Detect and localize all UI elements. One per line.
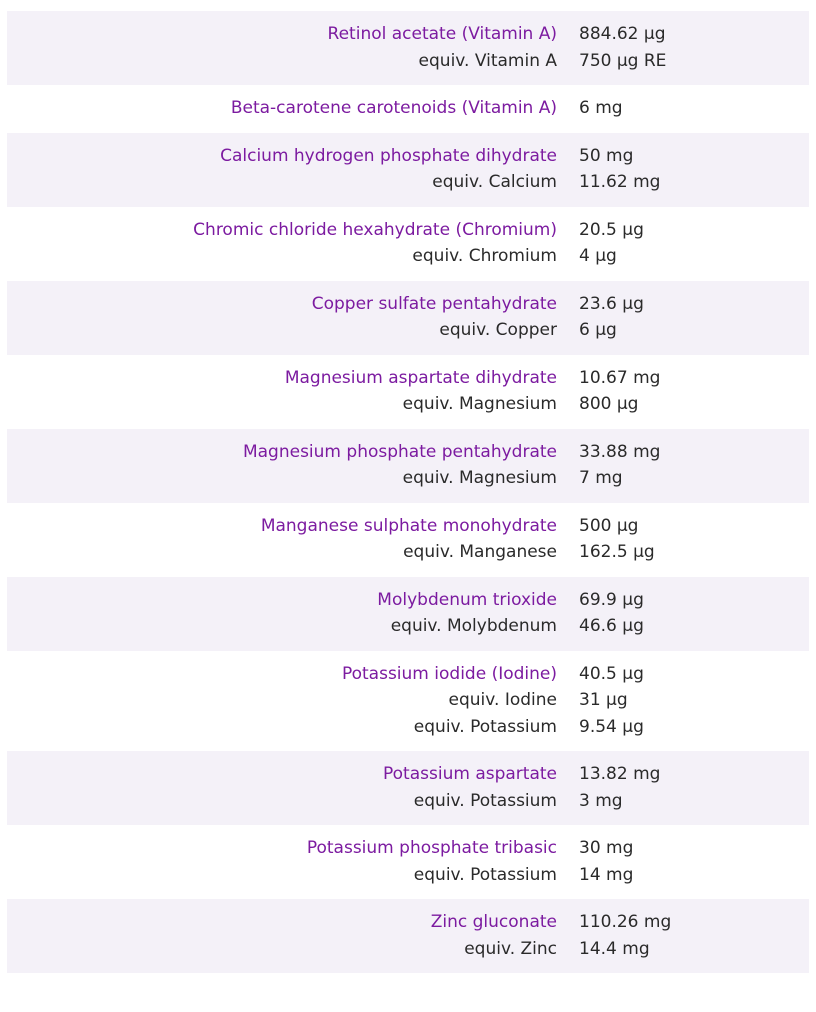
ingredient-row (7, 751, 809, 825)
ingredient-line (7, 661, 809, 688)
equivalent-amount: 31 µg (579, 690, 628, 710)
equivalent-amount: 6 µg (579, 320, 617, 340)
ingredient-amount: 40.5 µg (579, 663, 644, 684)
ingredient-row (7, 577, 809, 651)
ingredient-amount: 6 mg (579, 98, 623, 118)
ingredient-name: Magnesium phosphate pentahydrate (242, 441, 557, 462)
ingredient-name: Potassium aspartate (383, 764, 557, 784)
equivalent-amount: 14 mg (579, 864, 634, 885)
ingredient-amount: 50 mg (579, 145, 634, 166)
equivalent-label: equiv. Iodine (448, 690, 557, 710)
equivalent-line (7, 48, 809, 75)
ingredient-line (7, 291, 809, 318)
ingredient-name: Molybdenum trioxide (377, 589, 557, 610)
equivalent-line (7, 714, 809, 741)
equivalent-line (7, 169, 809, 196)
equivalent-label: equiv. Potassium (413, 864, 557, 885)
ingredient-row (7, 133, 809, 207)
equivalent-line (7, 936, 809, 963)
equivalent-line (7, 862, 809, 889)
equivalent-amount: 7 mg (579, 468, 623, 488)
ingredient-line (7, 95, 809, 122)
ingredient-amount: 69.9 µg (579, 589, 644, 610)
equivalent-label: equiv. Magnesium (402, 468, 557, 488)
equivalent-label: equiv. Potassium (413, 790, 557, 811)
equivalent-label: equiv. Copper (439, 320, 557, 340)
ingredient-line (7, 217, 809, 244)
ingredient-name: Potassium phosphate tribasic (306, 838, 557, 858)
ingredient-amount: 23.6 µg (579, 293, 644, 314)
ingredient-line (7, 365, 809, 392)
ingredient-row (7, 651, 809, 752)
ingredient-row (7, 825, 809, 899)
ingredient-amount: 20.5 µg (579, 219, 644, 240)
ingredient-line (7, 21, 809, 48)
ingredient-row (7, 85, 809, 133)
ingredient-line (7, 439, 809, 466)
ingredient-row (7, 207, 809, 281)
equivalent-label: equiv. Potassium (413, 716, 557, 737)
equivalent-label: equiv. Molybdenum (390, 616, 557, 636)
ingredient-line (7, 587, 809, 614)
ingredient-line (7, 143, 809, 170)
equivalent-amount: 800 µg (579, 394, 639, 414)
ingredient-name: Beta-carotene carotenoids (Vitamin A) (230, 98, 557, 118)
equivalent-label: equiv. Manganese (403, 542, 557, 562)
ingredient-name: Retinol acetate (Vitamin A) (327, 24, 557, 44)
ingredient-line (7, 761, 809, 788)
equivalent-label: equiv. Chromium (412, 246, 557, 266)
equivalent-line (7, 613, 809, 640)
ingredient-row (7, 355, 809, 429)
equivalent-label: equiv. Zinc (464, 938, 557, 959)
ingredient-line (7, 909, 809, 936)
ingredient-name: Chromic chloride hexahydrate (Chromium) (193, 219, 557, 240)
ingredient-amount: 33.88 mg (579, 441, 661, 462)
equivalent-line (7, 687, 809, 714)
equivalent-line (7, 243, 809, 270)
equivalent-amount: 3 mg (579, 790, 623, 811)
equivalent-line (7, 465, 809, 492)
ingredient-name: Potassium iodide (Iodine) (341, 663, 557, 684)
equivalent-amount: 9.54 µg (579, 716, 644, 737)
ingredient-row (7, 429, 809, 503)
ingredient-row (7, 281, 809, 355)
equivalent-amount: 4 µg (579, 246, 617, 266)
equivalent-line (7, 788, 809, 815)
ingredient-line (7, 835, 809, 862)
ingredient-amount: 500 µg (579, 515, 639, 536)
ingredient-amount: 884.62 µg (579, 24, 666, 44)
equivalent-line (7, 539, 809, 566)
ingredient-name: Zinc gluconate (430, 912, 557, 932)
ingredient-line (7, 513, 809, 540)
equivalent-amount: 750 µg RE (579, 50, 667, 71)
ingredient-amount: 110.26 mg (579, 912, 672, 932)
equivalent-label: equiv. Magnesium (402, 394, 557, 414)
equivalent-amount: 14.4 mg (579, 938, 650, 959)
equivalent-line (7, 391, 809, 418)
ingredient-name: Magnesium aspartate dihydrate (284, 367, 557, 388)
ingredient-name: Copper sulfate pentahydrate (311, 293, 557, 314)
equivalent-label: equiv. Calcium (432, 172, 557, 192)
equivalent-label: equiv. Vitamin A (418, 50, 557, 71)
equivalent-amount: 46.6 µg (579, 616, 644, 636)
ingredient-amount: 10.67 mg (579, 367, 661, 388)
ingredients-table (7, 11, 809, 973)
ingredient-amount: 30 mg (579, 838, 634, 858)
ingredient-row (7, 899, 809, 973)
ingredient-name: Manganese sulphate monohydrate (260, 515, 557, 536)
equivalent-amount: 11.62 mg (579, 172, 661, 192)
equivalent-amount: 162.5 µg (579, 542, 655, 562)
ingredient-row (7, 503, 809, 577)
equivalent-line (7, 317, 809, 344)
ingredient-amount: 13.82 mg (579, 764, 661, 784)
ingredient-row (7, 11, 809, 85)
ingredient-name: Calcium hydrogen phosphate dihydrate (220, 145, 557, 166)
